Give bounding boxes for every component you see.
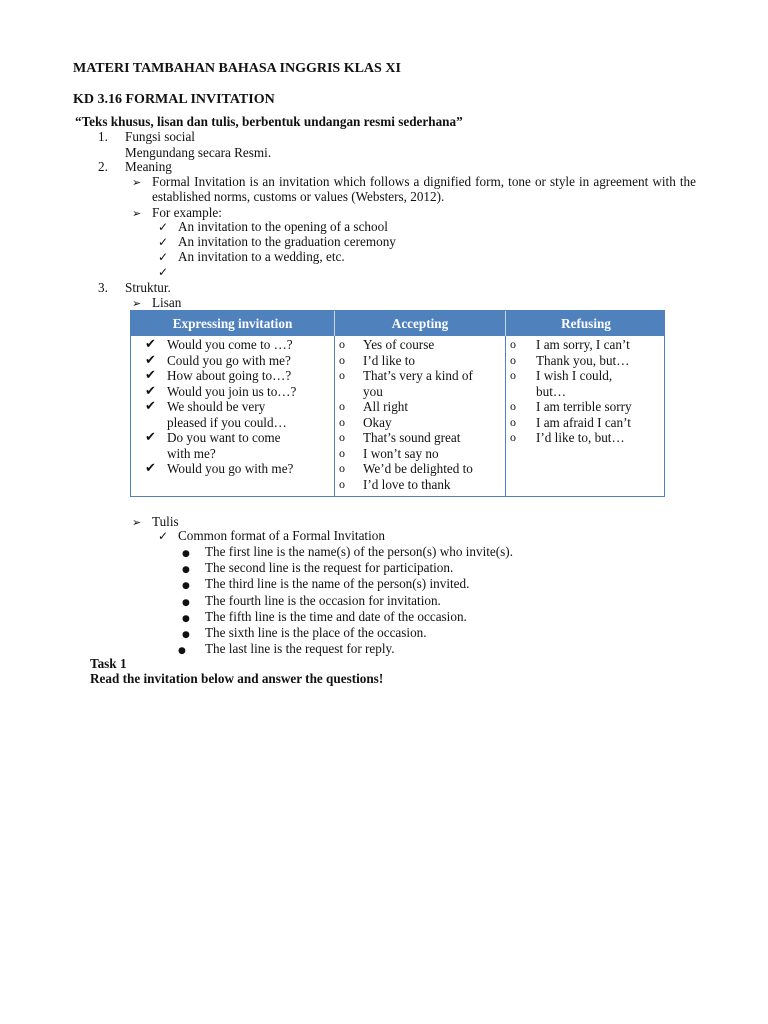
kd-heading: KD 3.16 FORMAL INVITATION <box>73 92 275 107</box>
meaning-definition: Formal Invitation is an invitation which follows a dignified form, tone or style in agreement with the established norms, customs or values (Websters, 2012). <box>152 174 696 205</box>
table-cell-line <box>145 430 330 446</box>
table-cell-line <box>510 415 660 431</box>
column-divider <box>334 311 335 496</box>
circle-bullet-icon: o <box>510 352 516 367</box>
accepting-phrase: All right <box>363 399 409 414</box>
check-icon: ✓ <box>158 250 169 264</box>
check-icon: ✔ <box>145 461 156 476</box>
section-1-text: Mengundang secara Resmi. <box>125 145 272 160</box>
expressing-phrase: We should be very <box>167 399 266 414</box>
table-cell-line <box>339 353 501 369</box>
format-line: The fourth line is the occasion for invitation. <box>205 592 441 608</box>
check-icon: ✔ <box>145 383 156 399</box>
format-line: The last line is the request for reply. <box>205 641 395 657</box>
expressing-phrase: Do you want to come <box>167 430 281 445</box>
refusing-phrase: I am terrible sorry <box>536 399 632 414</box>
table-cell-line <box>339 461 501 477</box>
expressing-column <box>145 337 330 477</box>
dot-bullet-icon: ● <box>182 549 190 559</box>
refusing-phrase: Thank you, but… <box>536 352 630 368</box>
table-cell-line <box>339 368 501 384</box>
check-icon: ✔ <box>145 430 156 445</box>
format-line: The second line is the request for participation. <box>205 560 454 576</box>
accepting-column <box>339 337 501 492</box>
table-cell-line <box>339 430 501 446</box>
circle-bullet-icon: o <box>510 368 516 382</box>
circle-bullet-icon: o <box>339 368 345 382</box>
table-cell-line <box>510 337 660 353</box>
expressions-table <box>130 310 665 497</box>
arrow-bullet-icon: ➢ <box>132 176 142 189</box>
refusing-phrase: but… <box>536 383 567 399</box>
example-item: An invitation to the graduation ceremony <box>178 234 396 249</box>
table-cell-line <box>510 384 660 400</box>
check-icon: ✓ <box>158 529 169 543</box>
table-header-accepting: Accepting <box>391 316 449 331</box>
format-line: The third line is the name of the person(s) invited. <box>205 576 470 592</box>
accepting-phrase: Okay <box>363 414 392 430</box>
expressing-phrase: Would you come to …? <box>167 337 293 352</box>
example-item: An invitation to the opening of a school <box>178 219 388 234</box>
column-divider <box>505 311 506 496</box>
lisan-label: Lisan <box>152 295 182 310</box>
refusing-phrase: I am afraid I can’t <box>536 414 631 430</box>
check-icon: ✔ <box>145 368 156 383</box>
table-cell-line <box>510 399 660 415</box>
table-cell-line <box>145 399 330 415</box>
table-cell-line <box>145 461 330 477</box>
section-3-heading: Struktur. <box>125 280 171 295</box>
expressing-phrase: How about going to…? <box>167 368 292 383</box>
header-divider <box>334 311 335 336</box>
check-icon: ✔ <box>145 337 156 352</box>
expressing-phrase: Would you join us to…? <box>167 383 297 399</box>
task-instruction: Read the invitation below and answer the questions! <box>90 671 384 686</box>
table-cell-line <box>510 430 660 446</box>
table-cell-line <box>145 415 330 431</box>
circle-bullet-icon: o <box>510 414 516 429</box>
table-cell-line <box>339 477 501 493</box>
format-line: The sixth line is the place of the occasion. <box>205 625 427 640</box>
format-line: The first line is the name(s) of the person(s) who invite(s). <box>205 544 513 559</box>
expressing-phrase: Could you go with me? <box>167 352 291 368</box>
circle-bullet-icon: o <box>339 461 345 475</box>
section-1-heading: Fungsi social <box>125 129 195 144</box>
check-icon: ✓ <box>158 235 169 249</box>
table-cell-line <box>145 446 330 462</box>
circle-bullet-icon: o <box>510 337 516 351</box>
expressing-phrase: with me? <box>167 445 216 461</box>
arrow-bullet-icon: ➢ <box>132 207 142 220</box>
circle-bullet-icon: o <box>339 337 345 351</box>
section-3-number: 3. <box>98 280 108 295</box>
dot-bullet-icon: ● <box>182 597 190 608</box>
table-header-refusing: Refusing <box>561 316 611 331</box>
format-line: The fifth line is the time and date of the occasion. <box>205 608 467 624</box>
dot-bullet-icon: ● <box>182 581 190 592</box>
table-cell-line <box>145 368 330 384</box>
refusing-phrase: I wish I could, <box>536 368 613 383</box>
circle-bullet-icon: o <box>510 430 516 444</box>
task-title: Task 1 <box>90 656 127 671</box>
table-cell-line <box>339 384 501 400</box>
section-2-number: 2. <box>98 159 108 174</box>
dot-bullet-icon: ● <box>182 565 190 576</box>
circle-bullet-icon: o <box>339 476 345 491</box>
format-label: Common format of a Formal Invitation <box>178 528 385 543</box>
refusing-column <box>510 337 660 446</box>
dot-bullet-icon: ● <box>178 646 186 657</box>
check-icon: ✓ <box>158 220 169 234</box>
refusing-phrase: I am sorry, I can’t <box>536 337 630 352</box>
dot-bullet-icon: ● <box>182 630 190 640</box>
table-cell-line <box>145 384 330 400</box>
accepting-phrase: I won’t say no <box>363 445 439 461</box>
header-divider <box>505 311 506 336</box>
check-icon: ✔ <box>145 352 156 368</box>
table-cell-line <box>510 353 660 369</box>
tulis-label: Tulis <box>152 514 179 529</box>
table-cell-line <box>145 337 330 353</box>
circle-bullet-icon: o <box>339 445 345 460</box>
table-cell-line <box>339 446 501 462</box>
section-2-heading: Meaning <box>125 159 172 174</box>
accepting-phrase: you <box>363 383 383 399</box>
example-item: An invitation to a wedding, etc. <box>178 249 345 264</box>
table-cell-line <box>339 337 501 353</box>
kd-quote: “Teks khusus, lisan dan tulis, berbentuk undangan resmi sederhana” <box>75 114 463 129</box>
accepting-phrase: That’s very a kind of <box>363 368 473 383</box>
expressing-phrase: Would you go with me? <box>167 461 294 476</box>
circle-bullet-icon: o <box>339 430 345 444</box>
table-cell-line <box>510 368 660 384</box>
arrow-bullet-icon: ➢ <box>132 297 142 310</box>
table-cell-line <box>339 415 501 431</box>
accepting-phrase: Yes of course <box>363 337 435 352</box>
document-title: MATERI TAMBAHAN BAHASA INGGRIS KLAS XI <box>73 61 401 76</box>
refusing-phrase: I’d like to, but… <box>536 430 625 445</box>
dot-bullet-icon: ● <box>182 613 190 624</box>
expressing-phrase: pleased if you could… <box>167 414 287 430</box>
accepting-phrase: I’d love to thank <box>363 476 451 492</box>
table-cell-line <box>339 399 501 415</box>
check-icon: ✓ <box>158 265 169 279</box>
section-1-number: 1. <box>98 129 108 144</box>
circle-bullet-icon: o <box>339 352 345 367</box>
arrow-bullet-icon: ➢ <box>132 516 142 529</box>
circle-bullet-icon: o <box>510 399 516 413</box>
table-cell-line <box>145 353 330 369</box>
circle-bullet-icon: o <box>339 399 345 413</box>
check-icon: ✔ <box>145 399 156 414</box>
accepting-phrase: I’d like to <box>363 352 416 368</box>
accepting-phrase: That’s sound great <box>363 430 461 445</box>
table-header-expressing: Expressing invitation <box>172 316 293 331</box>
table-header-row <box>131 311 664 336</box>
accepting-phrase: We’d be delighted to <box>363 461 473 476</box>
example-label: For example: <box>152 205 222 220</box>
circle-bullet-icon: o <box>339 414 345 429</box>
